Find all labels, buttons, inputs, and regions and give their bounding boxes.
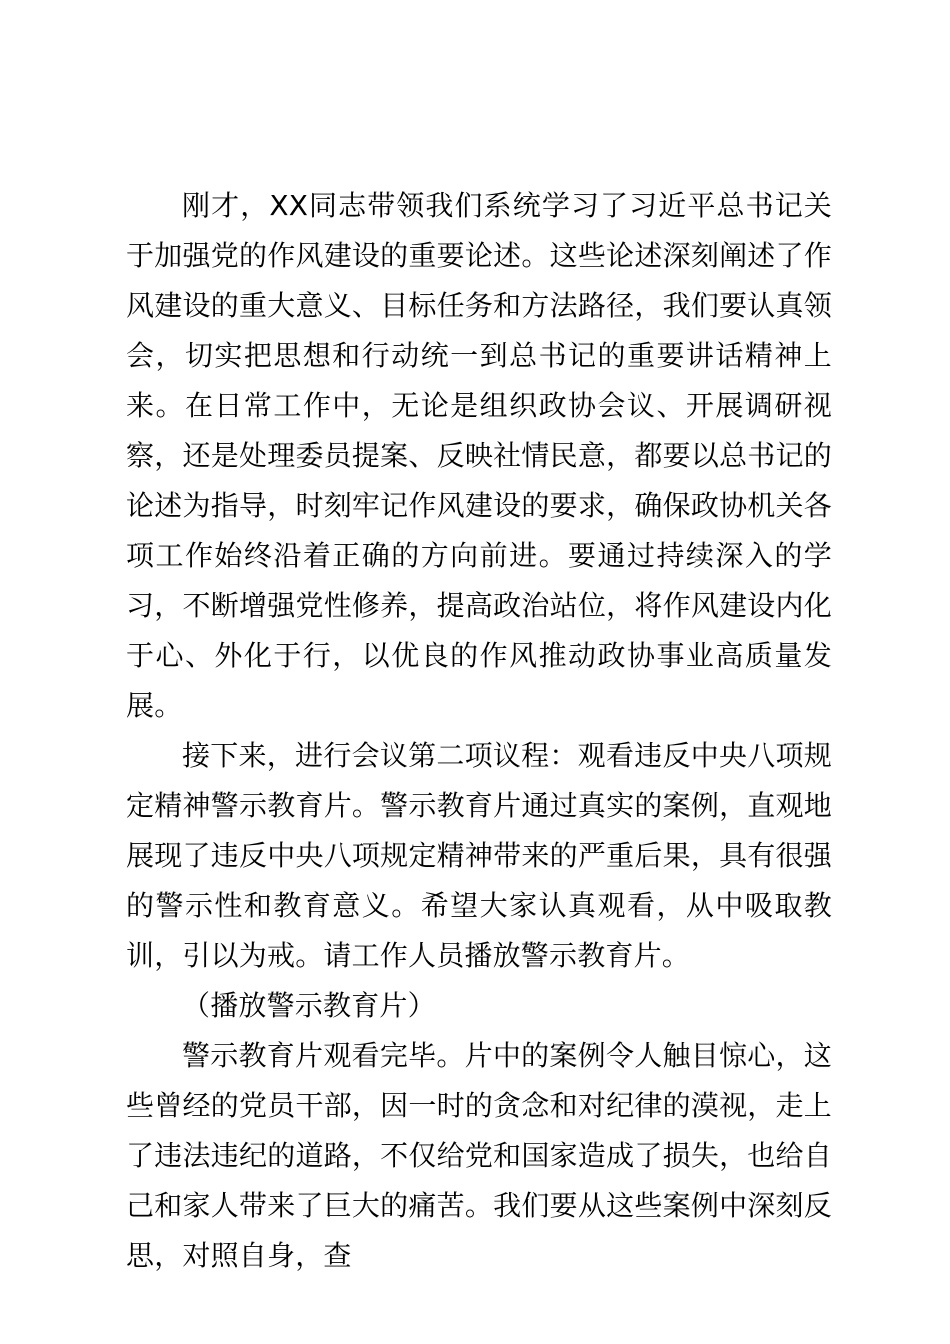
paragraph-agenda-item-two: 接下来，进行会议第二项议程：观看违反中央八项规定精神警示教育片。警示教育片通过真实的案例，直观地展现了违反中央八项规定精神带来的严重后果，具有很强的警示性和教育意义。希望大家认真观看，从中吸取教训，引以为戒。请工作人员播放警示教育片。 — [126, 739, 832, 972]
paragraph-reflection: 警示教育片观看完毕。片中的案例令人触目惊心，这些曾经的党员干部，因一时的贪念和对纪律的漠视，走上了违法违纪的道路，不仅给党和国家造成了损失，也给自己和家人带来了巨大的痛苦。我们要从这些案例中深刻反思，对照自身，查 — [126, 1039, 832, 1272]
paragraph-stage-note: （播放警示教育片） — [182, 989, 436, 1022]
document-body — [126, 181, 832, 1281]
paragraph-study-summary: 刚才，XX同志带领我们系统学习了习近平总书记关于加强党的作风建设的重要论述。这些论述深刻阐述了作风建设的重大意义、目标任务和方法路径，我们要认真领会，切实把思想和行动统一到总书记的重要讲话精神上来。在日常工作中，无论是组织政协会议、开展调研视察，还是处理委员提案、反映社情民意，都要以总书记的论述为指导，时刻牢记作风建设的要求，确保政协机关各项工作始终沿着正确的方向前进。要通过持续深入的学习，不断增强党性修养，提高政治站位，将作风建设内化于心、外化于行，以优良的作风推动政协事业高质量发展。 — [126, 189, 832, 722]
